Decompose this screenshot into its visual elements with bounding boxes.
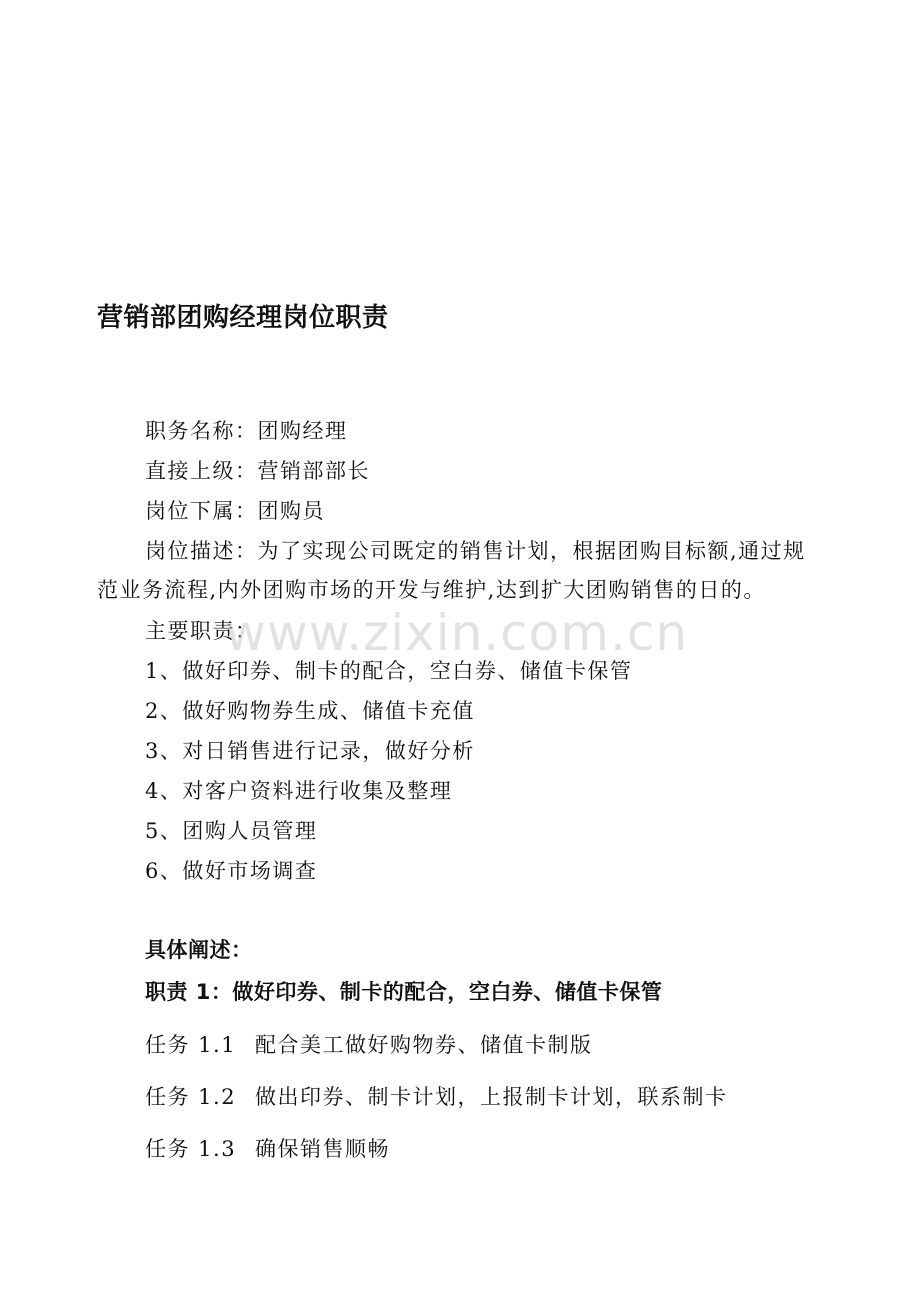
description-line-2: 范业务流程,内外团购市场的开发与维护,达到扩大团购销售的日的。 bbox=[97, 578, 766, 602]
task-number: 任务 1.1 bbox=[145, 1033, 237, 1057]
task-row bbox=[145, 1029, 593, 1059]
field-subordinates: 岗位下属：团购员 bbox=[145, 499, 325, 523]
task-text: 做出印券、制卡计划，上报制卡计划，联系制卡 bbox=[255, 1085, 728, 1109]
task-number: 任务 1.2 bbox=[145, 1085, 237, 1109]
duty-item: 6、做好市场调查 bbox=[145, 859, 318, 883]
field-job-title: 职务名称：团购经理 bbox=[145, 419, 348, 443]
description-line-1: 岗位描述：为了实现公司既定的销售计划，根据团购目标额,通过规 bbox=[145, 539, 806, 563]
duty-1-heading: 职责 1：做好印券、制卡的配合，空白券、储值卡保管 bbox=[145, 980, 663, 1004]
duty-item: 3、对日销售进行记录，做好分析 bbox=[145, 739, 475, 763]
duty-item: 1、做好印券、制卡的配合，空白券、储值卡保管 bbox=[145, 659, 633, 683]
document-title: 营销部团购经理岗位职责 bbox=[97, 303, 389, 333]
task-text: 确保销售顺畅 bbox=[255, 1137, 390, 1161]
field-direct-superior: 直接上级：营销部部长 bbox=[145, 459, 370, 483]
watermark: www.zixin.com.cn bbox=[225, 604, 689, 662]
duty-item: 4、对客户资料进行收集及整理 bbox=[145, 779, 453, 803]
task-text: 配合美工做好购物券、储值卡制版 bbox=[255, 1033, 593, 1057]
detail-heading: 具体阐述： bbox=[145, 938, 253, 962]
task-row bbox=[145, 1133, 390, 1163]
duty-item: 5、团购人员管理 bbox=[145, 819, 318, 843]
task-number: 任务 1.3 bbox=[145, 1137, 237, 1161]
task-row bbox=[145, 1081, 728, 1111]
duty-item: 2、做好购物券生成、储值卡充值 bbox=[145, 699, 475, 723]
duties-heading: 主要职责： bbox=[145, 619, 258, 643]
